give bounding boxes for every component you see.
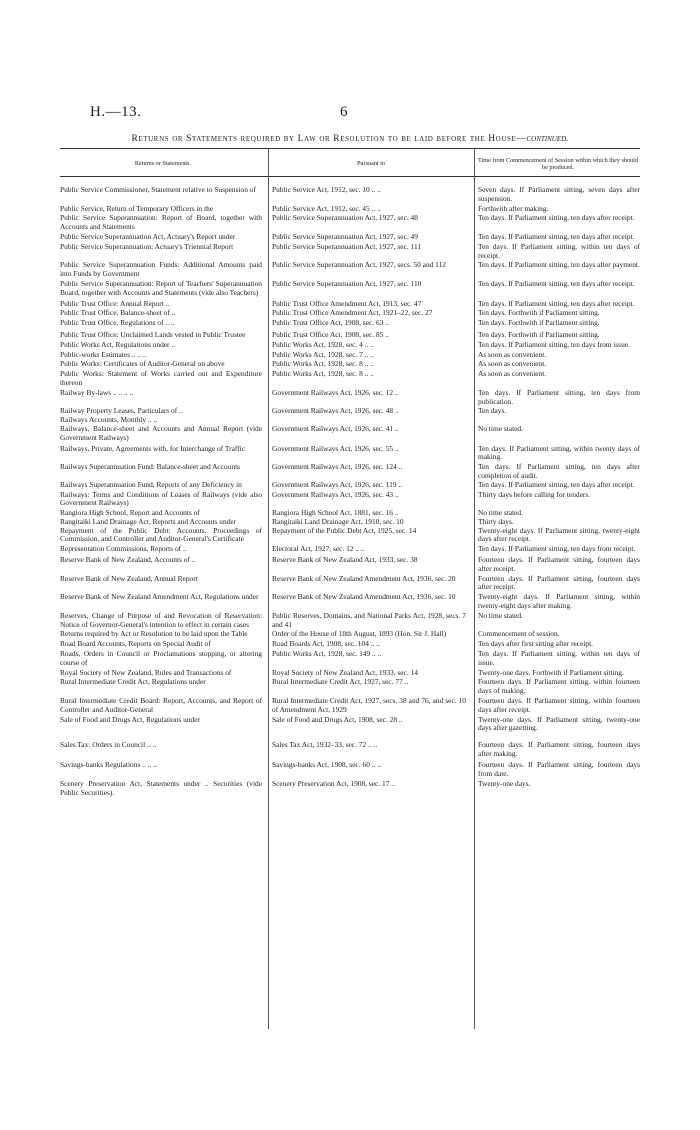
time-cell: As soon as convenient. — [478, 370, 547, 379]
time-cell: Twenty-one days. — [478, 780, 531, 789]
time-cell: Fourteen days. If Parliament sitting, within fourteen days of making. — [478, 678, 640, 696]
table-row — [60, 669, 640, 678]
table-row — [60, 509, 640, 518]
pursuant-cell: Savings-banks Act, 1908, sec. 60 .. .. — [272, 760, 382, 769]
time-cell: Twenty-eight days. If Parliament sitting, within twenty-eight days after making. — [478, 593, 640, 611]
pursuant-cell: Public Service Superannuation Act, 1927, sec. 48 — [272, 214, 418, 223]
pursuant-cell: Public Works Act, 1928, sec. 7 .. .. — [272, 350, 374, 359]
table-row — [60, 300, 640, 309]
time-cell: Twenty-one days. Forthwith if Parliament sitting. — [478, 668, 624, 677]
column-header-returns: Returns or Statements. — [134, 160, 192, 168]
pursuant-cell: Public Works Act, 1928, sec. 149 .. .. — [272, 650, 382, 659]
pursuant-cell: Rangitaiki Land Drainage Act, 1910, sec. 10 — [272, 517, 404, 526]
time-cell: Ten days. If Parliament sitting, ten days from publication. — [478, 388, 640, 406]
return-cell: Rangitaiki Land Drainage Act, Reports and Accounts under — [60, 517, 237, 526]
time-cell: Fourteen days. If Parliament sitting, fourteen days after receipt. — [478, 556, 640, 573]
table-row — [60, 630, 640, 639]
pursuant-cell: Government Railways Act, 1926, sec. 48 .. — [272, 407, 399, 416]
table-row — [60, 697, 640, 715]
table-row — [60, 407, 640, 416]
table-row — [60, 233, 640, 242]
pursuant-cell — [270, 416, 472, 425]
pursuant-cell: Government Railways Act, 1926, sec. 43 .. — [272, 490, 399, 499]
pursuant-cell: Public Service Superannuation Act, 1927, sec. 111 — [272, 242, 422, 251]
table-row — [60, 491, 640, 509]
time-cell: Fourteen days. If Parliament sitting, within fourteen days after receipt. — [478, 697, 640, 714]
time-cell: Ten days. If Parliament sitting, ten days from issue. — [478, 340, 630, 349]
time-cell — [476, 416, 640, 425]
pursuant-cell: Electoral Act, 1927, sec. 12 .. .. — [272, 545, 365, 554]
time-cell: Twenty-eight days. If Parliament sitting, twenty-eight days after receipt. — [478, 526, 640, 544]
table-row — [60, 389, 640, 407]
return-cell: Railways Superannuation Fund, Reports of any Deficiency in — [60, 480, 242, 489]
return-cell: Scenery Preservation Act, Statements under .. Securities (vide Public Securities). — [60, 780, 262, 798]
pursuant-cell: Public Trust Office Act, 1908, sec. 85 .. — [272, 330, 389, 339]
table-row — [60, 741, 640, 759]
time-cell: Ten days. If Parliament sitting, ten days after receipt. — [478, 299, 635, 308]
return-cell: Sales Tax: Orders in Council .. .. — [60, 741, 157, 750]
return-cell: Public Service Superannuation Act, Actuary's Report under — [60, 232, 236, 241]
column-header-time: Time from Commencement of Session within which they should be produced. — [478, 156, 638, 171]
table-row — [60, 445, 640, 463]
return-cell: Savings-banks Regulations .. .. .. — [60, 760, 157, 769]
return-cell: Public Service Superannuation: Actuary's Triennial Report — [60, 242, 234, 251]
return-cell: Railways, Private, Agreements with, for Interchange of Traffic — [60, 444, 245, 453]
pursuant-cell: Rangiora High School Act, 1881, sec. 16 .. — [272, 509, 399, 518]
pursuant-cell: Government Railways Act, 1926, sec. 55 .. — [272, 444, 399, 453]
pursuant-cell: Rural Intermediate Credit Act, 1927, sec. 77 .. — [272, 678, 409, 687]
table-row — [60, 640, 640, 649]
time-cell: As soon as convenient. — [478, 350, 547, 359]
return-cell: Public Works: Statement of Works carried out and Expenditure thereon — [60, 370, 262, 387]
time-cell: Ten days. If Parliament sitting, ten days after payment. — [478, 261, 640, 270]
table-row — [60, 527, 640, 545]
return-cell: Reserves, Change of Purpose of and Revocation of Reservation: Notice of Governor-General's intention to effect in certain cases — [60, 611, 262, 629]
returns-table-body — [60, 186, 640, 799]
table-row — [60, 545, 640, 554]
table-header-rule — [60, 176, 640, 177]
return-cell: Public-works Estimates .. .. .. — [60, 350, 147, 359]
table-row — [60, 280, 640, 298]
time-cell: No time stated. — [478, 509, 523, 518]
time-cell: Seven days. If Parliament sitting, seven days after suspension. — [478, 186, 640, 203]
return-cell: Rural Intermediate Credit Board: Report, Accounts, and Report of Controller and Auditor-General — [60, 697, 262, 714]
time-cell: No time stated. — [478, 424, 523, 433]
table-row — [60, 780, 640, 798]
table-row — [60, 678, 640, 696]
title-text: Returns or Statements required by Law or Resolution to be laid before the House— — [131, 134, 527, 144]
table-row — [60, 186, 640, 204]
pursuant-cell: Public Trust Office Amendment Act, 1921–22, sec. 27 — [272, 309, 433, 318]
page-number: 6 — [340, 104, 348, 120]
time-cell: Ten days after first sitting after receipt. — [478, 640, 594, 649]
time-cell: Thirty days before calling for tenders. — [478, 490, 591, 499]
pursuant-cell: Public Service Superannuation Act, 1927, sec. 49 — [272, 232, 418, 241]
pursuant-cell: Repayment of the Public Debt Act, 1925, sec. 14 — [272, 526, 417, 535]
table-row — [60, 243, 640, 261]
return-cell: Railways: Terms and Conditions of Leases of Railways (vide also Government Railways) — [60, 490, 262, 508]
return-cell: Rural Intermediate Credit Act, Regulations under — [60, 678, 206, 687]
table-row — [60, 319, 640, 328]
pursuant-cell: Public Service Superannuation Act, 1927, sec. 110 — [272, 279, 422, 288]
time-cell: Fourteen days. If Parliament sitting, fourteen days after receipt. — [478, 574, 640, 592]
time-cell: Fourteen days. If Parliament sitting, fourteen days from date. — [478, 760, 640, 778]
pursuant-cell: Government Railways Act, 1926, sec. 124 .. — [272, 463, 403, 472]
return-cell: Representation Commissions, Reports of .. — [60, 545, 187, 554]
table-row — [60, 370, 640, 388]
return-cell: Public Service, Return of Temporary Officers in the — [60, 204, 214, 213]
return-cell: Royal Society of New Zealand, Rules and Transactions of — [60, 668, 232, 677]
pursuant-cell: Rural Intermediate Credit Act, 1927, secs. 38 and 76, and sec. 10 of Amendment Act, 1929 — [272, 697, 466, 714]
pursuant-cell: Government Railways Act, 1926, sec. 119 .. — [272, 480, 403, 489]
pursuant-cell: Public Service Act, 1912, sec. 10 .. .. — [272, 186, 381, 194]
pursuant-cell: Public Trust Office Amendment Act, 1913, sec. 47 — [272, 299, 422, 308]
table-row — [60, 716, 640, 734]
time-cell: Twenty-one days. If Parliament sitting, twenty-one days after gazetting. — [478, 715, 640, 733]
return-cell: Railways Accounts, Monthly .. .. — [60, 416, 158, 425]
table-row — [60, 761, 640, 779]
time-cell: As soon as convenient. — [478, 360, 547, 369]
time-cell: Fourteen days. If Parliament sitting, fourteen days after making. — [478, 741, 640, 759]
time-cell: Ten days. If Parliament sitting, ten days from receipt. — [478, 545, 636, 554]
time-cell: Ten days. If Parliament sitting, within ten days of receipt. — [478, 242, 640, 260]
table-row — [60, 481, 640, 490]
return-cell: Returns required by Act or Resolution to be laid upon the Table — [60, 630, 248, 639]
column-header-pursuant: Pursuant to — [356, 160, 386, 168]
time-cell: No time stated. — [478, 611, 523, 620]
table-row — [60, 650, 640, 668]
pursuant-cell: Public Works Act, 1928, sec. 8 .. .. — [272, 360, 374, 369]
pursuant-cell: Scenery Preservation Act, 1908, sec. 17 .. — [272, 780, 395, 789]
table-row — [60, 593, 640, 611]
return-cell: Reserve Bank of New Zealand Amendment Act, Regulations under — [60, 593, 259, 602]
table-row — [60, 425, 640, 443]
return-cell: Public Service Superannuation Funds: Additional Amounts paid into Funds by Government — [60, 261, 262, 279]
table-row — [60, 261, 640, 279]
table-row — [60, 518, 640, 527]
table-row — [60, 612, 640, 630]
table-row — [60, 575, 640, 593]
time-cell: Ten days. If Parliament sitting, ten days after completion of audit. — [478, 463, 640, 480]
return-cell: Public Trust Office: Annual Report .. — [60, 299, 170, 308]
pursuant-cell: Public Reserves, Domains, and National Parks Act, 1928, secs. 7 and 41 — [272, 611, 466, 629]
pursuant-cell: Order of the House of 18th August, 1893 (Hon. Sir J. Hall) — [272, 630, 447, 639]
table-row — [60, 351, 640, 360]
time-cell: Ten days. — [478, 407, 507, 416]
return-cell: Repayment of the Public Debt: Accounts, Proceedings of Commission, and Controller and Auditor-General's Certificate — [60, 526, 262, 544]
time-cell: Ten days. If Parliament sitting, within twenty days of making. — [478, 444, 640, 462]
page-reference: H.—13. — [90, 104, 142, 120]
pursuant-cell: Sales Tax Act, 1932–33, sec. 72 .. .. — [272, 741, 378, 750]
time-cell: Ten days. Forthwith if Parliament sitting. — [478, 309, 600, 318]
return-cell: Sale of Food and Drugs Act, Regulations under — [60, 715, 200, 724]
return-cell: Railway By-laws .. .. .. .. — [60, 388, 134, 397]
pursuant-cell: Public Works Act, 1928, sec. 8 .. .. — [272, 370, 374, 379]
time-cell: Ten days. Forthwith if Parliament sitting. — [478, 330, 600, 339]
pursuant-cell: Road Boards Act, 1908, sec. 104 .. .. — [272, 640, 380, 649]
table-row — [60, 214, 640, 232]
time-cell: Ten days. If Parliament sitting, ten days after receipt. — [478, 232, 635, 241]
time-cell: Ten days. If Parliament sitting, ten days after receipt. — [478, 480, 635, 489]
pursuant-cell: Public Works Act, 1928, sec. 4 .. .. — [272, 340, 374, 349]
table-row — [60, 556, 640, 574]
table-top-rule — [60, 148, 640, 149]
pursuant-cell: Public Service Superannuation Act, 1927, secs. 50 and 112 — [272, 261, 446, 270]
return-cell: Roads, Orders in Council or Proclamations stopping, or altering course of — [60, 650, 262, 667]
table-row — [60, 309, 640, 318]
return-cell: Public Works: Certificates of Auditor-General on above — [60, 360, 225, 369]
table-row — [60, 416, 640, 425]
return-cell: Public Service Superannuation: Report of Teachers' Superannuation Board, together with Accounts and Statements (vide also Teachers) — [60, 279, 262, 297]
return-cell: Railways, Balance-sheet and Accounts and Annual Report (vide Government Railways) — [60, 424, 262, 442]
table-row — [60, 341, 640, 350]
time-cell: Ten days. Forthwith if Parliament sitting. — [478, 319, 600, 328]
pursuant-cell: Government Railways Act, 1926, sec. 41 .. — [272, 424, 399, 433]
pursuant-cell: Reserve Bank of New Zealand Amendment Act, 1936, sec. 20 — [272, 574, 456, 583]
title-continued: continued. — [526, 134, 569, 144]
table-row — [60, 360, 640, 369]
table-row — [60, 331, 640, 340]
time-cell: Ten days. If Parliament sitting, ten days after receipt. — [478, 214, 635, 223]
pursuant-cell: Royal Society of New Zealand Act, 1933, sec. 14 — [272, 668, 418, 677]
return-cell: Public Works Act, Regulations under .. — [60, 340, 176, 349]
pursuant-cell: Reserve Bank of New Zealand Act, 1933, sec. 38 — [272, 556, 418, 565]
time-cell: Forthwith after making. — [478, 204, 549, 213]
time-cell: Commencement of session. — [478, 630, 560, 639]
document-title — [60, 134, 640, 144]
return-cell: Railway Property Leases, Particulars of .. — [60, 407, 183, 416]
return-cell: Reserve Bank of New Zealand, Accounts of .. — [60, 556, 196, 565]
time-cell: Ten days. If Parliament sitting, ten days after receipt. — [478, 279, 635, 288]
pursuant-cell: Public Service Act, 1912, sec. 45 .. .. — [272, 204, 381, 213]
return-cell: Public Trust Office, Regulations of .. .. — [60, 319, 175, 328]
pursuant-cell: Government Railways Act, 1926, sec. 12 .. — [272, 388, 399, 397]
pursuant-cell: Sale of Food and Drugs Act, 1908, sec. 28 .. — [272, 715, 403, 724]
page-header — [90, 104, 620, 124]
return-cell: Road Board Accounts, Reports on Special Audit of — [60, 640, 211, 649]
return-cell: Reserve Bank of New Zealand, Annual Report — [60, 574, 198, 583]
pursuant-cell: Reserve Bank of New Zealand Amendment Act, 1936, sec. 10 — [272, 593, 456, 602]
pursuant-cell: Public Trust Office Act, 1908, sec. 63 .. — [272, 319, 389, 328]
return-cell: Public Service Commissioner, Statement relative to Suspension of — [60, 186, 256, 194]
time-cell: Ten days. If Parliament sitting, within ten days of issue. — [478, 650, 640, 667]
time-cell: Thirty days. — [478, 517, 514, 526]
table-row — [60, 205, 640, 214]
return-cell: Railways Superannuation Fund: Balance-sheet and Accounts — [60, 463, 241, 472]
return-cell: Public Service Superannuation: Report of Board, together with Accounts and Statements — [60, 214, 262, 232]
return-cell: Public Trust Office: Unclaimed Lands vested in Public Trustee — [60, 330, 246, 339]
table-row — [60, 463, 640, 481]
return-cell: Public Trust Office, Balance-sheet of .. — [60, 309, 176, 318]
return-cell: Rangiora High School, Report and Accounts of — [60, 509, 200, 518]
